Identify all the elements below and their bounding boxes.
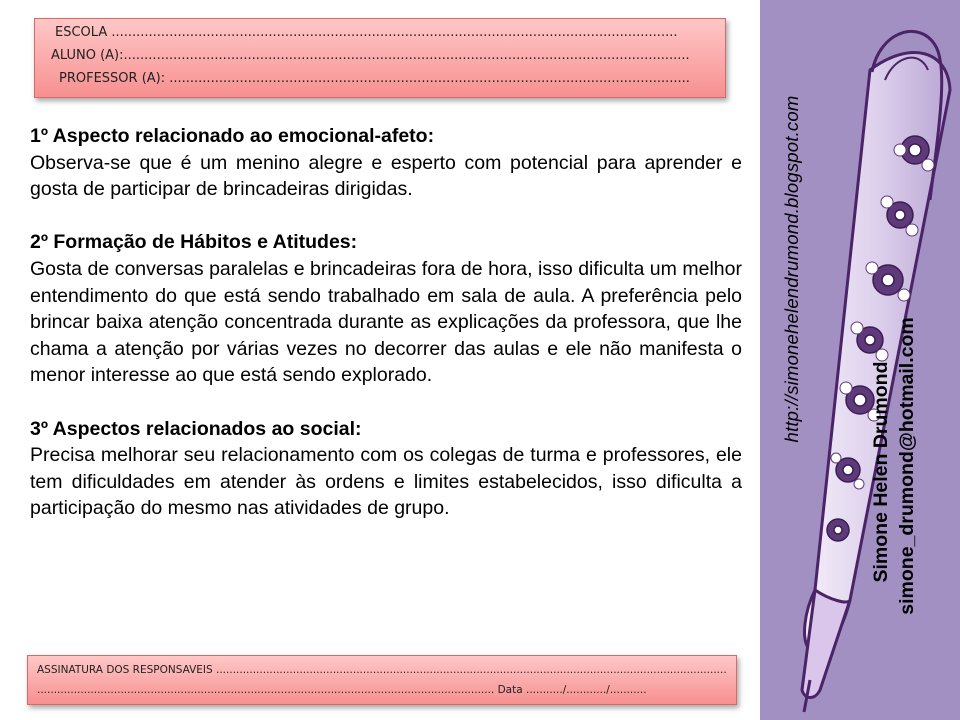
- blog-url: http://simonehelendrumond.blogspot.com: [781, 95, 802, 443]
- sidebar-panel: [760, 0, 960, 720]
- section-heading: 2º Formação de Hábitos e Atitudes:: [30, 231, 358, 254]
- section-heading: 1º Aspecto relacionado ao emocional-afeto:: [30, 125, 435, 147]
- section-social: [30, 416, 742, 522]
- author-name: Simone Helen Drumond: [870, 361, 892, 583]
- aluno-line: ALUNO (A):.........................................................................................................................................: [51, 48, 690, 63]
- header-box: [34, 18, 726, 98]
- escola-line: ESCOLA .........................................................................................................................................: [55, 25, 678, 40]
- date-line: ......................................................................................................................................... Data .........../............/...........: [37, 684, 647, 696]
- signature-line: ASSINATURA DOS RESPONSAVEIS .........................................................................................................................................................: [37, 664, 727, 676]
- section-heading: 3º Aspectos relacionados ao social:: [30, 417, 362, 440]
- section-emocional: [30, 123, 742, 203]
- professor-line: PROFESSOR (A): ..............................................................................................................................: [59, 71, 690, 86]
- section-habitos: [30, 229, 742, 389]
- section-body: Precisa melhorar seu relacionamento com os colegas de turma e professores, ele tem dificuldades em atender às ordens e limites estabelecidos, isso dificulta a participação do mesmo nas atividades de grupo.: [30, 444, 742, 520]
- author-email: simone_drumond@hotmail.com: [896, 317, 918, 615]
- report-content: [30, 123, 742, 549]
- section-body: Observa-se que é um menino alegre e esperto com potencial para aprender e gosta de participar de brincadeiras dirigidas.: [30, 151, 742, 201]
- signature-box: [27, 655, 737, 705]
- section-body: Gosta de conversas paralelas e brincadeiras fora de hora, isso dificulta um melhor entendimento do que está sendo trabalhado em sala de aula. A preferência pelo brincar baixa atenção concentrada durante as explicações da professora, que lhe chama a atenção por várias vezes no decorrer das aulas e ele não manifesta o menor interesse ao que está sendo explorado.: [30, 257, 742, 387]
